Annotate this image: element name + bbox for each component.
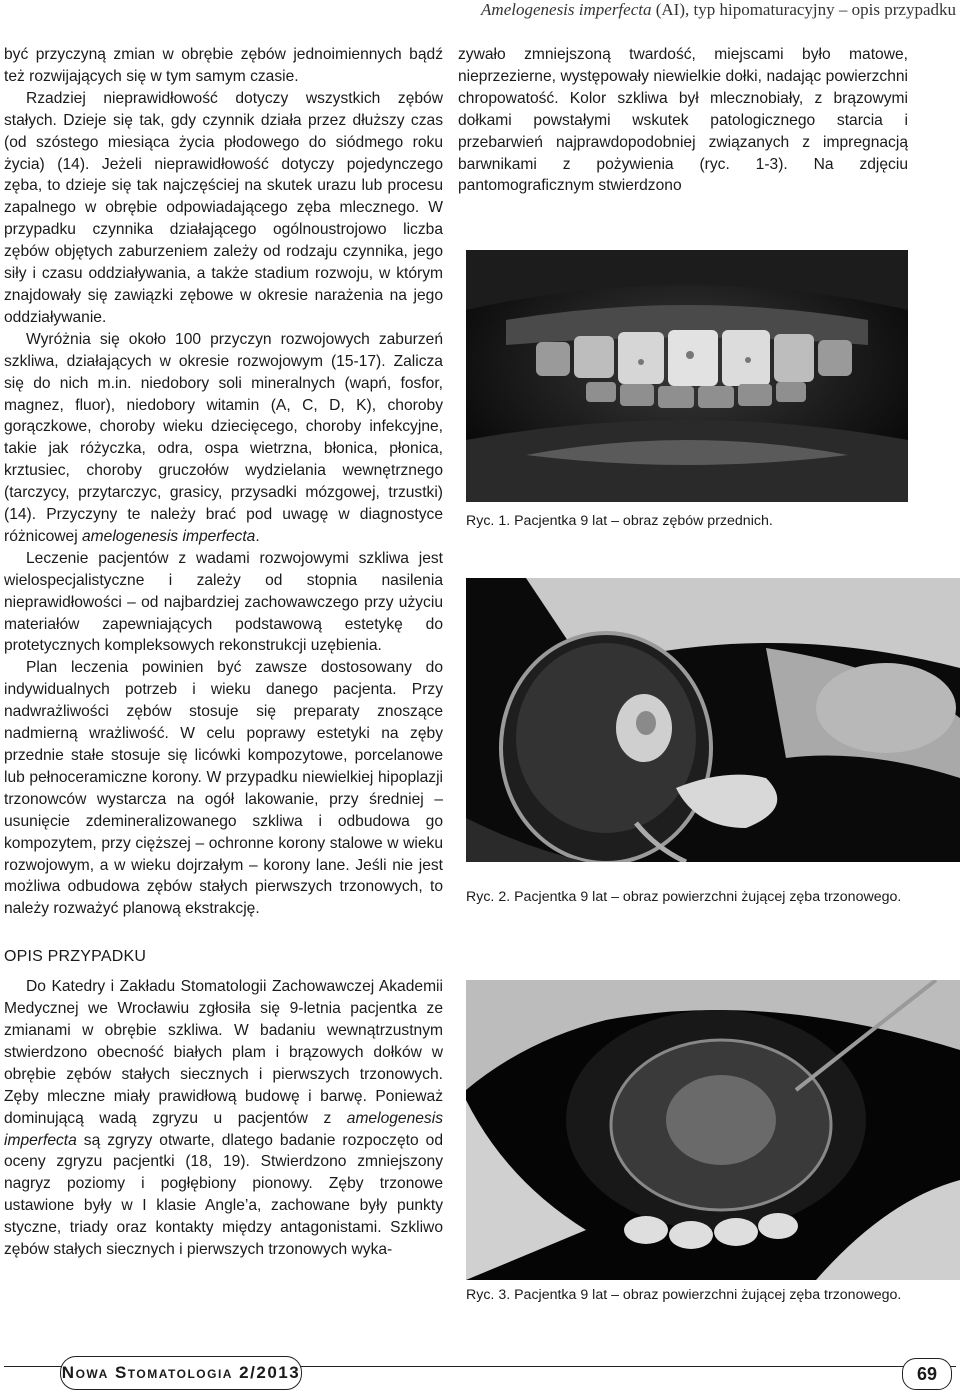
figure-2-occlusal-mirror-photo [466, 578, 960, 862]
section-title: OPIS PRZYPADKU [4, 948, 147, 966]
paragraph: Plan leczenia powinien być zawsze dostosowany do indywidualnych potrzeb i wieku danego pacjenta. Przy nadwrażliwości zębów stosuje się preparaty znoszące nadmierną wrażliwość. W celu poprawy estetyki na zęby przednie stałe stosuje się licówki kompozytowe, porcelanowe lub pełnoceramiczne korony. W przypadku niewielkiej hipoplazji trzonowców wystarcza na ogół lakowanie, przy średniej – usunięcie zdemineralizowanego szkliwa i odbudowa go kompozytem, przy cięższej – ochronne korony stalowe w wieku rozwojowym, a w wieku dojrzałym – korony lane. Jeśli nie jest możliwa odbudowa zębów stałych pierwszych trzonowych, to należy rozważyć planową ekstrakcję. [4, 659, 443, 918]
paragraph: Leczenie pacjentów z wadami rozwojowymi szkliwa jest wielospecjalistyczne i zależy od stopnia nasilenia nieprawidłowości – od najbardziej zachowawczego przy użyciu materiałów zapewniających podstawową estetykę do protetycznych kompleksowych rekonstrukcji uzębienia. [4, 549, 443, 655]
paragraph-italic: amelogenesis imperfecta [82, 527, 256, 545]
paragraph-text: są zgryzy otwarte, dlatego badanie rozpoczęto od oceny zgryzu pacjentki (18, 19). Stwierdzono zmniejszony nagryz poziomy i pogłębiony pionowy. Zęby trzonowe ustawione były w I klasie Angle’a, zachowane były punkty styczne, triady oraz kontakty między antagonistami. Szkliwo zębów stałych siecznych i pierwszych trzonowych wyka- [4, 1131, 443, 1259]
paragraph [4, 976, 443, 1261]
running-header [481, 0, 956, 24]
paragraph-text: . [255, 527, 260, 545]
figure-1-front-teeth-photo [466, 250, 908, 502]
paragraph: zywało zmniejszoną twardość, miejscami było matowe, nieprzezierne, występowały niewielkie dołki, nadając powierzchni chropowatość. Kolor szkliwa był mlecznobiały, z brązowymi dołkami powstałymi wskutek patologicznego starcia i przebarwień najprawdopodobniej związanych z impregnacją barwnikami z pożywienia (ryc. 1-3). Na zdjęciu pantomograficznym stwierdzono [458, 46, 908, 195]
paragraph: być przyczyną zmian w obrębie zębów jednoimiennych bądź też rozwijających się w tym samym czasie. [4, 46, 443, 85]
footer-journal-name: Nowa Stomatologia 2/2013 [60, 1356, 302, 1390]
left-column [4, 44, 443, 1261]
running-header-rest: (AI), typ hipomaturacyjny – opis przypadku [651, 0, 956, 19]
paragraph-text: Wyróżnia się około 100 przyczyn rozwojowych zaburzeń szkliwa, działających w okresie rozwojowym (15-17). Zalicza się do nich m.in. niedobory soli mineralnych (wapń, fosfor, magnez, fluor), niedobory witamin (A, C, D, K), choroby gorączkowe, choroby wieku dziecięcego, choroby infekcyjne, takie jak różyczka, odra, ospa wietrzna, błonica, płonica, krztusiec, choroby gruczołów wydzielania wewnętrznego (tarczycy, przytarczyc, grasicy, przysadki mózgowej, trzustki) (14). Przyczyny te należy brać pod uwagę w diagnostyce różnicowej [4, 330, 443, 545]
paragraph-text: Do Katedry i Zakładu Stomatologii Zachowawczej Akademii Medycznej we Wrocławiu zgłosiła się 9-letnia pacjentka ze zmianami w obrębie szkliwa. W badaniu wewnątrzustnym stwierdzono obecność białych plam i brązowych dołków w obrębie zębów stałych siecznych i pierwszych trzonowych. Zęby mleczne miały prawidłową budowę i barwę. Ponieważ dominującą wadą zgryzu u pacjentów z [4, 978, 443, 1127]
figure-2-caption: Ryc. 2. Pacjentka 9 lat – obraz powierzchni żującej zęba trzonowego. [466, 889, 902, 905]
figure-3-occlusal-molar-photo [466, 980, 960, 1280]
right-column [458, 44, 908, 197]
figure-1-caption: Ryc. 1. Pacjentka 9 lat – obraz zębów przednich. [466, 513, 773, 529]
page-number: 69 [902, 1358, 952, 1390]
paragraph [4, 329, 443, 548]
paragraph-italic: amelogenesis imperfecta [4, 1109, 443, 1149]
running-header-italic: Amelogenesis imperfecta [481, 0, 652, 19]
paragraph: Rzadziej nieprawidłowość dotyczy wszystkich zębów stałych. Dzieje się tak, gdy czynnik działa przez dłuższy czas (od szóstego miesiąca życia płodowego do siódmego roku życia) (14). Jeżeli nieprawidłowość dotyczy pojedynczego zęba, to dzieje się tak najczęściej na skutek urazu lub procesu zapalnego w obrębie odpowiadającego zęba mlecznego. W przypadku czynnika działającego ogólnoustrojowo liczba zębów objętych zaburzeniem zależy od rodzaju czynnika, jego siły i czasu oddziaływania, a także stadium rozwoju, w którym znajdowały się zawiązki zębowe w okresie narażenia na jego oddziaływanie. [4, 89, 443, 326]
figure-3-caption: Ryc. 3. Pacjentka 9 lat – obraz powierzchni żującej zęba trzonowego. [466, 1287, 902, 1303]
